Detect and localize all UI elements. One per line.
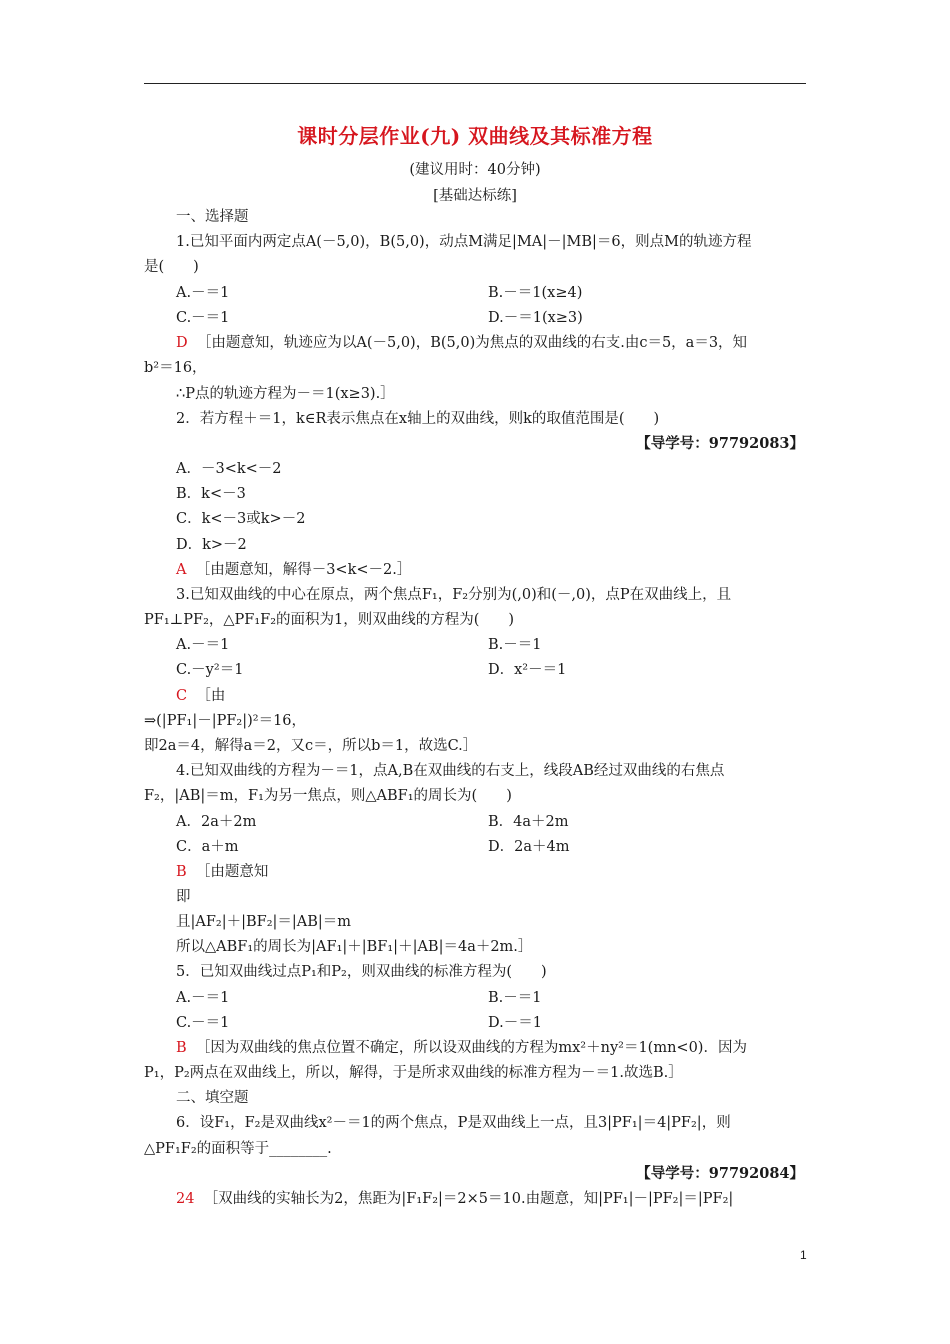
q4-explanation-1: ［由题意知 (195, 864, 269, 880)
q2-answer-line (176, 560, 411, 580)
q1-option-c: C.－＝1 (176, 310, 230, 326)
section-choice: 一、选择题 (176, 209, 249, 225)
q1-explanation-2: b²＝16， (144, 360, 207, 376)
page-title: 课时分层作业(九) 双曲线及其标准方程 (297, 124, 653, 148)
q1-explanation-3: ∴P点的轨迹方程为－＝1(x≥3).］ (176, 386, 395, 402)
q5-option-d: D.－＝1 (488, 1015, 542, 1031)
q3-explanation-2: ⇒(|PF₁|－|PF₂|)²＝16， (144, 713, 307, 729)
q1-explanation-1: ［由题意知，轨迹应为以A(－5,0)，B(5,0)为焦点的双曲线的右支.由c＝5，a＝3，知 (196, 335, 748, 351)
section-fill: 二、填空题 (176, 1090, 249, 1106)
q3-explanation-1: ［由 (196, 688, 226, 704)
q1-answer-line (176, 333, 747, 353)
level-label: [基础达标练] (433, 188, 517, 204)
q6-guide-code: 【导学号：97792084】 (636, 1165, 804, 1182)
q4-option-d: D．2a＋4m (488, 839, 570, 855)
q3-stem-line1: 3.已知双曲线的中心在原点，两个焦点F₁，F₂分别为(,0)和(－,0)，点P在双曲线上，且 (176, 587, 732, 603)
q3-answer: C (176, 688, 188, 704)
q5-stem: 5．已知双曲线过点P₁和P₂，则双曲线的标准方程为( ) (176, 964, 547, 980)
q2-option-d: D．k>－2 (176, 537, 247, 553)
q4-option-b: B．4a＋2m (488, 814, 569, 830)
q2-answer: A (176, 562, 187, 578)
q5-option-c: C.－＝1 (176, 1015, 230, 1031)
q4-answer: B (176, 864, 187, 880)
q1-stem-line1: 1.已知平面内两定点A(－5,0)，B(5,0)，动点M满足|MA|－|MB|＝6，则点M的轨迹方程 (176, 234, 752, 250)
q6-explanation: ［双曲线的实轴长为2，焦距为|F₁F₂|＝2×5＝10.由题意，知|PF₁|－|PF₂|＝|PF₂| (203, 1191, 734, 1207)
q4-option-a: A．2a＋2m (176, 814, 257, 830)
time-note: (建议用时：40分钟) (409, 162, 541, 178)
header-rule (144, 83, 806, 84)
q5-answer-line (176, 1038, 747, 1058)
q2-option-a: A．－3<k<－2 (176, 461, 282, 477)
q3-answer-line (176, 686, 225, 706)
q2-guide-code: 【导学号：97792083】 (636, 435, 804, 452)
q2-option-b: B．k<－3 (176, 486, 246, 502)
q4-explanation-3: 且|AF₂|＋|BF₂|＝|AB|＝m (176, 914, 352, 930)
q3-option-d: D．x²－＝1 (488, 662, 567, 678)
q5-option-a: A.－＝1 (176, 990, 230, 1006)
q3-option-a: A.－＝1 (176, 637, 230, 653)
q4-explanation-2: 即 (176, 889, 191, 905)
q3-option-c: C.－y²＝1 (176, 662, 244, 678)
q6-stem-line2: △PF₁F₂的面积等于________. (144, 1141, 332, 1157)
q3-explanation-3: 即2a＝4，解得a＝2，又c＝，所以b＝1，故选C.］ (144, 738, 478, 754)
q5-option-b: B.－＝1 (488, 990, 542, 1006)
q1-option-d: D.－＝1(x≥3) (488, 310, 583, 326)
q5-explanation-1: ［因为双曲线的焦点位置不确定，所以设双曲线的方程为mx²＋ny²＝1(mn<0)．因为 (195, 1040, 747, 1056)
q2-explanation: ［由题意知，解得－3<k<－2.］ (195, 562, 412, 578)
q1-option-b: B.－＝1(x≥4) (488, 285, 583, 301)
q3-stem-line2: PF₁⊥PF₂，△PF₁F₂的面积为1，则双曲线的方程为( ) (144, 612, 515, 628)
q6-answer-line (176, 1189, 733, 1209)
q1-option-a: A.－＝1 (176, 285, 230, 301)
q5-answer: B (176, 1040, 187, 1056)
q6-stem-line1: 6．设F₁，F₂是双曲线x²－＝1的两个焦点，P是双曲线上一点，且3|PF₁|＝4|PF₂|，则 (176, 1115, 731, 1131)
q6-answer: 24 (176, 1191, 195, 1207)
q1-stem-line2: 是( ) (144, 259, 199, 275)
q2-stem: 2．若方程＋＝1，k∈R表示焦点在x轴上的双曲线，则k的取值范围是( ) (176, 411, 660, 427)
q3-option-b: B.－＝1 (488, 637, 542, 653)
q4-stem-line2: F₂，|AB|＝m，F₁为另一焦点，则△ABF₁的周长为( ) (144, 788, 512, 804)
q4-stem-line1: 4.已知双曲线的方程为－＝1，点A,B在双曲线的右支上，线段AB经过双曲线的右焦点 (176, 763, 725, 779)
q2-option-c: C．k<－3或k>－2 (176, 511, 306, 527)
q1-answer: D (176, 335, 188, 351)
page-number: 1 (800, 1248, 807, 1262)
q4-explanation-4: 所以△ABF₁的周长为|AF₁|＋|BF₁|＋|AB|＝4a＋2m.］ (176, 939, 533, 955)
q5-explanation-2: P₁，P₂两点在双曲线上，所以，解得，于是所求双曲线的标准方程为－＝1.故选B.］ (144, 1065, 683, 1081)
q4-answer-line (176, 862, 268, 882)
q4-option-c: C．a＋m (176, 839, 239, 855)
